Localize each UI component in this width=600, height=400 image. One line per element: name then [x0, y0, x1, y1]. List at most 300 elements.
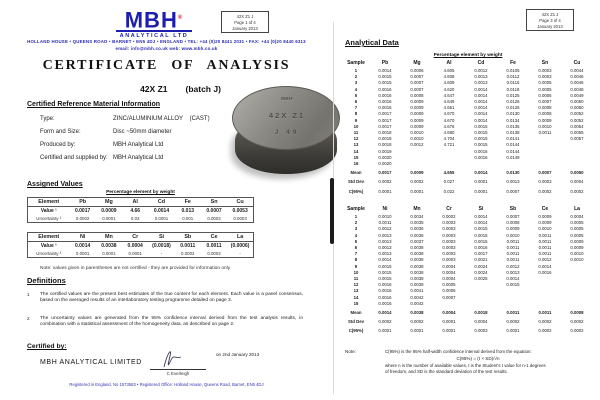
company-contact: email: info@mbh.co.uk web: www.mbh.co.uk [115, 46, 218, 51]
row-label: 11 [353, 130, 359, 136]
row-label: Element [28, 233, 70, 242]
analytical-data-heading: Analytical Data [345, 38, 399, 47]
table-cell: La [227, 233, 253, 242]
table-cell: 0.0014 [378, 68, 392, 73]
row-label: 1 [354, 68, 358, 73]
table-cell: Sn [541, 60, 549, 66]
table-cell: 0.0001 [474, 179, 488, 185]
table-cell: 0.0001 [410, 328, 424, 334]
row-label: 8 [354, 257, 358, 263]
table-cell: 4.66 [130, 208, 141, 214]
table-cell: 0.0003 [442, 251, 456, 257]
table-cell: 0.0036 [410, 226, 424, 232]
row-label: 15 [353, 154, 359, 160]
table-cell: Cr [122, 233, 148, 242]
table-cell: 0.0008 [570, 310, 584, 316]
table-cell: 0.0001 [506, 328, 520, 334]
table-cell: 4.721 [443, 142, 455, 148]
table-cell: 0.0007 [410, 74, 424, 80]
table-cell: 0.0007 [206, 208, 222, 214]
table-cell: 0.0009 [570, 245, 584, 251]
table-cell: 4.651 [443, 105, 455, 111]
table-cell: Mg [413, 60, 421, 66]
table-cell: 0.0021 [474, 257, 488, 263]
table-cell: Sn [201, 198, 227, 207]
table-cell: 0.0015 [474, 142, 488, 148]
table-cell: 0.0017 [378, 170, 392, 176]
table-cell: 0.0044 [570, 68, 584, 73]
table-cell: 0.0130 [506, 170, 520, 176]
table-cell: 0.0007 [506, 214, 520, 219]
row-label: Uncertainty ² [36, 251, 62, 256]
row-label: Value ¹ [40, 208, 57, 214]
table-cell: 0.0014 [378, 310, 392, 316]
scan-gutter-shadow [330, 178, 334, 244]
analytical-data-table-1 [343, 60, 593, 195]
crm-value-supplier: MBH Analytical Ltd [113, 155, 164, 161]
row-label: 11 [353, 276, 359, 282]
signatory-name: C Everleigh [166, 371, 190, 376]
confidence-note-line-3: of freedom, and SD is the standard deviation of the test results. [385, 369, 508, 374]
table-cell: 0.0012 [474, 68, 488, 73]
table-cell: Mn [96, 233, 122, 242]
table-cell: 0.0009 [506, 226, 520, 232]
table-cell: 0.0020 [378, 161, 392, 167]
crm-value-type: ZINC/ALUMINIUM ALLOY (CAST) [113, 116, 210, 122]
table-cell: 0.0144 [506, 148, 520, 154]
ref-page-number: Page 3 of 4 [539, 17, 561, 23]
certification-date: on 2nd January 2013 [216, 352, 260, 357]
table-cell: Fe [510, 60, 516, 66]
confidence-note-line-2: where n is the number of available values, t is the Student's t value for n-1 degrees [385, 363, 546, 368]
table-cell: 0.001 [182, 216, 194, 221]
row-label: 13 [353, 288, 359, 294]
row-label: Std Dev [348, 319, 364, 325]
table-cell: 0.0055 [570, 130, 584, 136]
table-cell: 0.0002 [570, 319, 584, 325]
summary-row [343, 186, 593, 195]
table-cell: 0.0013 [474, 74, 488, 80]
table-cell: Cd [148, 198, 174, 207]
table-cell: 0.0005 [538, 86, 552, 92]
table-cell: 0.0012 [410, 142, 424, 148]
signature-icon [158, 347, 186, 369]
table-cell: 0.0002 [410, 319, 424, 325]
row-label: C(95%) [348, 328, 364, 334]
table-cell: 0.0001 [128, 251, 142, 256]
footnote-text-1: The certified values are the present best estimates of the true content for each element. Each value is a panel consensus, based on the averaged results of an interlaboratory testing programme detailed on page 3. [40, 292, 303, 304]
table-cell: 0.0010 [378, 214, 392, 219]
certificate-page-3 [333, 0, 600, 400]
table-cell: 0.0038 [410, 257, 424, 263]
logo-wordmark [110, 7, 198, 33]
table-cell: 0.0004 [474, 319, 488, 325]
table-cell: 0.0014 [474, 92, 488, 98]
table-cell: Ni [382, 206, 388, 212]
table-cell: 0.0050 [570, 99, 584, 105]
row-label: 7 [354, 105, 358, 111]
table-cell: 0.0011 [538, 130, 552, 136]
table-cell: 0.0015 [474, 136, 488, 142]
analytical-data-table-2 [343, 206, 593, 335]
document-title: CERTIFICATE OF ANALYSIS [42, 58, 291, 73]
row-label: 16 [353, 161, 359, 167]
crm-label-supplier: Certified and supplied by: [40, 155, 108, 161]
table-header-row [28, 233, 254, 242]
table-cell: 0.0013 [474, 80, 488, 86]
row-label: 6 [354, 99, 358, 105]
row-label: Sample [347, 206, 365, 212]
table-cell: 0.0041 [410, 288, 424, 294]
ref-page-number: Page 1 of 4 [234, 19, 256, 25]
table-cell: 0.0008 [538, 111, 552, 117]
table-cell: 0.0007 [538, 170, 552, 176]
crm-label-producer: Produced by: [40, 142, 76, 148]
table-cell: 0.0014 [474, 117, 488, 123]
row-label: 2 [354, 220, 358, 226]
row-label: C(95%) [348, 188, 364, 194]
row-label: 4 [354, 86, 358, 92]
table-cell: 0.0011 [180, 243, 196, 249]
table-cell: 0.0001 [442, 319, 456, 325]
table-cell: 0.0015 [378, 74, 392, 80]
crm-value-producer: MBH Analytical Ltd [113, 142, 164, 148]
table-cell: 0.0015 [378, 80, 392, 86]
table-cell: 0.0011 [538, 232, 552, 238]
table-cell: 0.0002 [538, 328, 552, 334]
table-cell: 0.0126 [506, 99, 520, 105]
disc-engraving-batch: J 49 [274, 129, 300, 136]
row-label: Value ¹ [40, 243, 57, 249]
table-cell: 0.0007 [538, 99, 552, 105]
table-cell: 0.0011 [378, 220, 392, 226]
disc-face [232, 86, 340, 150]
row-label: 13 [353, 142, 359, 148]
table-cell: 0.0010 [538, 123, 552, 129]
table-row [28, 207, 254, 216]
table-cell: 4.608 [443, 74, 455, 80]
table-cell: 0.0005 [442, 282, 456, 288]
table-cell: - [160, 251, 163, 256]
summary-row [343, 176, 593, 185]
table-cell: 0.0010 [410, 136, 424, 142]
table-cell: 0.0002 [538, 319, 552, 325]
table-cell: 0.0011 [506, 310, 520, 316]
parentheses-note: Note: values given in parentheses are not certified - they are provided for information only [40, 266, 231, 271]
table-cell: 4.680 [443, 130, 455, 136]
table-cell: 0.0016 [378, 282, 392, 288]
disc-engraving-brand: MBH [281, 96, 293, 101]
table-cell: 0.0004 [442, 263, 456, 269]
table-cell: Si [478, 206, 484, 212]
table-cell: 0.027 [443, 179, 455, 185]
crm-section-heading: Certified Reference Material Information [27, 101, 161, 108]
row-label: 3 [354, 226, 358, 232]
batch-label: (batch J) [185, 84, 221, 94]
table-cell: Cu [573, 60, 581, 66]
table-cell: Pb [70, 198, 96, 207]
table-cell: La [574, 206, 580, 212]
table-cell: 0.0002 [75, 216, 90, 221]
table-cell: 0.0042 [410, 294, 424, 300]
table-cell: 0.0003 [442, 245, 456, 251]
table-row [28, 242, 254, 251]
table-row [28, 215, 254, 223]
table-cell: 0.0014 [538, 263, 552, 269]
table-cell: 0.0014 [474, 220, 488, 226]
table-cell: 0.0009 [538, 214, 552, 219]
page-ref-box [526, 9, 574, 31]
table-cell: 0.0012 [378, 226, 392, 232]
row-label: 10 [353, 123, 359, 129]
table-cell: 0.0005 [570, 220, 584, 226]
row-label: 6 [354, 245, 358, 251]
registration-footer: Registered in England, No 1573583 • Registered Office: Holland House, Queens Road, Barnet, EN5 4DJ [69, 382, 264, 387]
row-label: Mean [350, 310, 362, 316]
table-cell: 0.0002 [570, 188, 584, 194]
table-cell: 0.0002 [378, 319, 392, 325]
row-label: 12 [353, 136, 359, 142]
table-cell: 0.0014 [474, 170, 488, 176]
signature-line [150, 369, 206, 370]
table-cell: 0.0011 [506, 251, 520, 257]
table-cell: 0.0010 [538, 226, 552, 232]
table-cell: 0.0002 [442, 214, 456, 219]
company-address: HOLLAND HOUSE • QUEENS ROAD • BARNET • EN5 4DJ • ENGLAND • TEL: +44 (0)20 8441 2031 • FAX: +44 (0)20 8440 6313 [27, 39, 306, 44]
confidence-note-line-1: C(95%) is the 95% half-width confidence interval derived from the equation: [385, 349, 532, 354]
table-cell: Al [446, 60, 452, 66]
logo-subtitle: ANALYTICAL LTD [119, 33, 189, 40]
table-cell: 0.0053 [232, 208, 248, 214]
table-cell: Ni [70, 233, 96, 242]
table-cell: 0.0016 [378, 294, 392, 300]
table-cell: 0.0004 [442, 269, 456, 275]
table-cell: 0.0016 [474, 245, 488, 251]
table-cell: Mn [413, 206, 421, 212]
table-cell: 0.0054 [570, 123, 584, 129]
table-cell: Al [122, 198, 148, 207]
table-cell: 0.0038 [410, 245, 424, 251]
table-cell: 0.0015 [474, 238, 488, 244]
summary-row [343, 316, 593, 325]
table-cell: 0.0007 [410, 86, 424, 92]
table-cell: 0.0003 [442, 220, 456, 226]
table-cell: 0.0002 [538, 188, 552, 194]
table-cell: 0.0018 [474, 310, 488, 316]
table-cell: 0.0003 [442, 232, 456, 238]
table-cell: Fe [175, 198, 201, 207]
table-cell: 0.0015 [506, 282, 520, 288]
table-cell: 0.0014 [153, 208, 170, 214]
table-cell: 0.0105 [506, 68, 520, 73]
table-cell: 0.0014 [474, 105, 488, 111]
table-cell: - [239, 251, 241, 256]
table-cell: 0.0017 [378, 123, 392, 129]
table-cell: 0.0017 [378, 111, 392, 117]
confidence-equation: C(95%) = (t × SD)/√n [456, 356, 500, 361]
table-cell: 0.0003 [442, 257, 456, 263]
table-cell: 0.0057 [570, 136, 584, 142]
crm-value-form: Disc ~50mm diameter [113, 129, 172, 135]
table-cell: 0.0149 [506, 154, 520, 160]
table-cell: 0.0011 [538, 238, 552, 244]
table-cell: Sb [175, 233, 201, 242]
table-cell: 0.0015 [474, 232, 488, 238]
table-cell: Cu [227, 198, 253, 207]
table-cell: 0.0130 [506, 111, 520, 117]
table-cell: 0.0017 [74, 208, 91, 214]
table-cell: 0.0025 [474, 276, 488, 282]
table-cell: 0.0013 [378, 238, 392, 244]
logo-text: MBH [124, 7, 178, 33]
table-cell: 0.0004 [442, 276, 456, 282]
table-cell: 0.0005 [570, 226, 584, 232]
table-cell: 0.0052 [570, 117, 584, 123]
table-cell: 0.0001 [410, 188, 424, 194]
table-cell: 0.0050 [570, 170, 584, 176]
table-cell: 0.0011 [506, 245, 520, 251]
table-cell: 4.647 [443, 92, 455, 98]
table-cell: 0.0011 [538, 251, 552, 257]
table-cell: 0.0001 [378, 328, 392, 334]
table-cell: 0.0001 [102, 251, 116, 256]
table-cell: 0.0003 [538, 68, 552, 73]
table-cell: 0.0009 [538, 117, 552, 123]
row-label: 14 [353, 148, 359, 154]
table-cell: 0.0038 [410, 269, 424, 275]
table-cell: 0.0013 [378, 232, 392, 238]
summary-row [343, 307, 593, 316]
table-cell: 4.655 [443, 170, 455, 176]
table-cell: Ce [541, 206, 549, 212]
table-cell: 0.0001 [378, 188, 392, 194]
certifying-company: MBH ANALYTICAL LIMITED [40, 359, 142, 366]
table-cell: 0.0135 [506, 123, 520, 129]
product-code: 42X Z1 [140, 84, 168, 94]
table-header-row [343, 206, 593, 214]
table-cell: 0.0002 [410, 179, 424, 185]
row-label: 9 [354, 117, 358, 123]
table-cell: 0.0001 [442, 328, 456, 334]
table-cell: 0.0024 [474, 269, 488, 275]
table-cell: 0.013 [181, 208, 195, 214]
footnote-marker-2: 2 [27, 316, 30, 321]
table-cell: 0.0138 [506, 130, 520, 136]
table-cell: 0.0013 [506, 269, 520, 275]
table-cell: 0.0006 [442, 288, 456, 294]
table-cell: 0.0038 [410, 251, 424, 257]
table-cell: 4.704 [443, 136, 455, 142]
table-cell: 0.0009 [570, 238, 584, 244]
table-cell: 0.0126 [506, 105, 520, 111]
table-cell: 0.0011 [506, 257, 520, 263]
table-cell: 0.0014 [474, 111, 488, 117]
table-cell: 0.0024 [474, 263, 488, 269]
table-cell: 0.0016 [474, 154, 488, 160]
table-cell: 0.0003 [538, 74, 552, 80]
table-cell: 0.0002 [207, 251, 221, 256]
table-row [28, 250, 254, 258]
table-cell: 0.0009 [410, 117, 424, 123]
table-cell: 0.0013 [506, 179, 520, 185]
table-header-row [343, 60, 593, 68]
table-header-row [28, 198, 254, 207]
mbh-logo [110, 8, 198, 39]
table-cell: 0.0112 [506, 74, 520, 80]
table-cell: 0.0038 [101, 243, 117, 249]
table-cell: 0.0007 [410, 80, 424, 86]
row-label: 2 [354, 74, 358, 80]
row-label: 3 [354, 80, 358, 86]
ref-product: 42X Z1 J [236, 14, 254, 19]
table-cell: 0.0009 [410, 99, 424, 105]
table-cell: 0.0002 [570, 328, 584, 334]
table-cell: 0.0125 [506, 92, 520, 98]
table-cell: 0.0010 [506, 232, 520, 238]
table-cell: 0.0008 [410, 92, 424, 98]
table-cell: Mg [96, 198, 122, 207]
table-cell: Sb [509, 206, 517, 212]
row-label: 5 [354, 238, 358, 244]
table-cell: 4.670 [443, 111, 455, 117]
table-cell: 0.0035 [410, 220, 424, 226]
table-cell: 0.0003 [538, 179, 552, 185]
table-cell: 0.0010 [570, 251, 584, 257]
assigned-values-table-2 [27, 232, 254, 258]
table-cell: 0.0017 [378, 117, 392, 123]
table-cell: 0.0006 [538, 92, 552, 98]
table-cell: 0.0013 [378, 245, 392, 251]
row-label: 4 [354, 232, 358, 238]
table-cell: 0.0006 [410, 68, 424, 73]
registered-mark-icon: ® [177, 15, 184, 21]
footnote-text-2: The uncertainty values are generated from the 95% confidence interval derived from the test analysis results, in combination with a statistical assessment of the homogeneity data, as described on page 2. [40, 316, 303, 328]
row-label: Std Dev [348, 179, 364, 185]
row-label: Sample [347, 60, 365, 66]
table-cell: 0.0005 [538, 80, 552, 86]
table-cell: 0.0011 [506, 238, 520, 244]
table-cell: 0.0141 [506, 136, 520, 142]
table-cell: 0.0013 [378, 251, 392, 257]
note-label: Note: [345, 349, 356, 354]
table-cell: 0.0001 [474, 188, 488, 194]
disc-engraving-code: 42X Z1 [268, 111, 306, 120]
table-cell: 0.0004 [127, 243, 143, 249]
table-cell: 0.0016 [378, 288, 392, 294]
table-cell: 0.0018 [378, 136, 392, 142]
table-cell: 0.0015 [378, 263, 392, 269]
table-cell: 0.0011 [538, 310, 552, 316]
table-cell: 0.0019 [378, 148, 392, 154]
table-cell: 0.0015 [378, 269, 392, 275]
table-cell: 0.0020 [378, 154, 392, 160]
table-cell: 0.0018 [378, 130, 392, 136]
table-cell: 0.0016 [378, 92, 392, 98]
table-cell: 0.0016 [538, 269, 552, 275]
table-cell: 0.0016 [378, 300, 392, 306]
row-label: Mean [350, 170, 362, 176]
page-ref-box [221, 11, 269, 33]
table-cell: 0.0039 [410, 282, 424, 288]
table-cell: 0.0001 [75, 251, 90, 256]
assigned-values-heading: Assigned Values [27, 181, 83, 188]
table-cell: 4.676 [443, 123, 455, 129]
table-cell: 0.0012 [538, 257, 552, 263]
table-cell: 0.0037 [410, 238, 424, 244]
table-cell: 0.0007 [506, 188, 520, 194]
table-cell: Ce [201, 233, 227, 242]
table-cell: 0.0014 [474, 86, 488, 92]
